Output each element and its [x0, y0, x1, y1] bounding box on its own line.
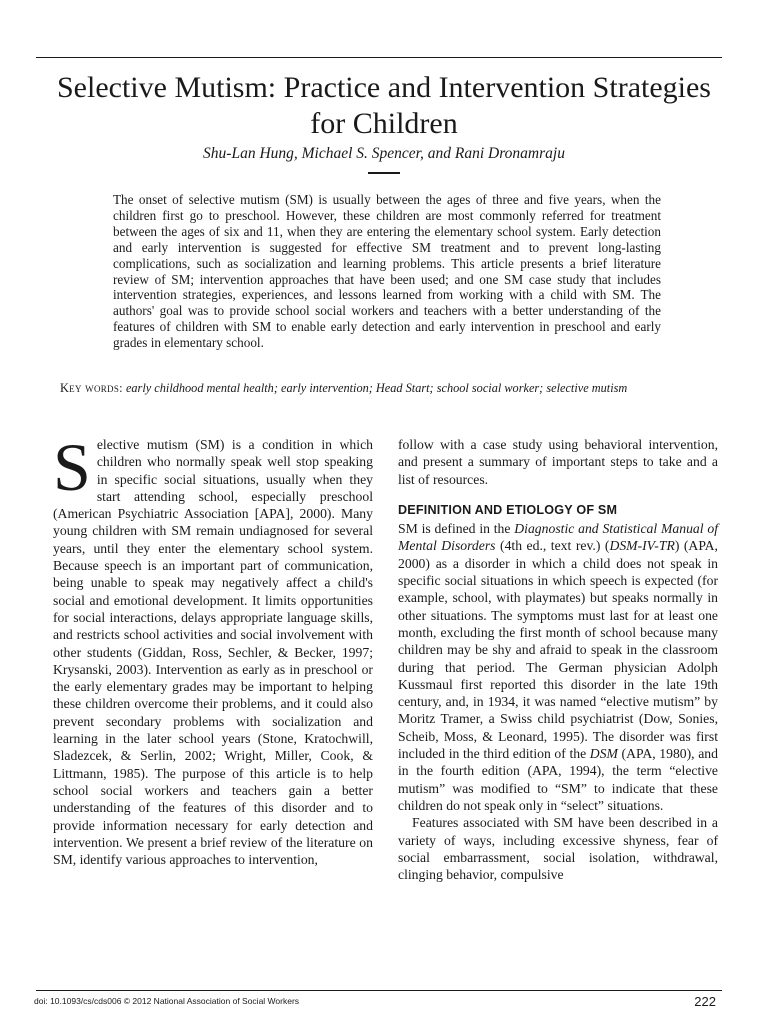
definition-paragraph — [398, 520, 718, 814]
definition-text-2: (4th ed., text rev.) ( — [495, 538, 610, 554]
definition-text-1: SM is defined in the — [398, 521, 515, 537]
left-column — [53, 429, 373, 868]
article-authors: Shu-Lan Hung, Michael S. Spencer, and Rani Dronamraju — [203, 145, 565, 162]
manual-title: Diagnostic and Statistical Manual of Mental Disorders — [398, 521, 718, 554]
intro-continued: follow with a case study using behavioral intervention, and present a summary of important steps to take and a list of resources. — [398, 437, 718, 487]
article-title: Selective Mutism: Practice and Intervention Strategies for Children — [57, 71, 711, 140]
title-divider — [368, 172, 400, 174]
definition-text-4: (APA, 1980), and in the fourth edition (APA, 1994), the term “elective mutism” was modified to “SM” to indicate that these children do not speak only in “select” situations. — [398, 746, 718, 813]
dsm-term: DSM — [589, 746, 618, 762]
definition-text-3: ) (APA, 2000) as a disorder in which a child does not speak in specific social situations in which speech is expected (for example, school, with playmates) but speaks normally in other situations. The symptoms must last for at least one month, excluding the first month of school because many children may be shy and afraid to speak in the classroom during that period. The German physician Adolph Kussmaul first reported this disorder in the late 19th century, and, in 1934, it was named “elective mutism” by Moritz Tramer, a Swiss child psychiatrist (Dow, Sonies, Scheib, Moss, & Leonard, 1995). The disorder was first included in the third edition of the — [398, 538, 718, 762]
intro-text: elective mutism (SM) is a condition in which children who normally speak well stop speaking in specific social situations, usually when they start attending school, especially preschool (American Psychiatric Association [APA], 2000). Many young children with SM remain undiagnosed for several years, until they enter the elementary school system. Because speech is an important part of communication, being unable to speak may negatively affect a child's social and emotional development. It limits opportunities for social interactions, delays appropriate language skills, and restricts school activities and social involvement with other students (Giddan, Ross, Sechler, & Becker, 1997; Krysanski, 2003). Intervention as early as in preschool or the early elementary grades may be important to helping these children overcome their problems, and it could also prevent secondary problems with socialization and learning in the later school years (Stone, Kratochwill, Sladezcek, & Serlin, 2002; Wright, Miller, Cook, & Littmann, 1985). The purpose of this article is to help school social workers and teachers gain a better understanding of the features of this disorder and to provide information necessary for early detection and intervention. We present a brief review of the literature on SM, identify various approaches to intervention, — [53, 437, 373, 868]
abstract: The onset of selective mutism (SM) is usually between the ages of three and five years, when the children first go to preschool. However, these children are most commonly referred for treatment between the ages of six and 11, when they are entering the elementary school system. Early detection and early intervention is suggested for effective SM treatment and to prevent long-lasting complications, such as socialization and learning problems. This article presents a brief literature review of SM; intervention approaches that have been used; and one SM case study that includes intervention strategies, experiences, and lessons learned from working with a child with SM. The authors' goal was to provide school social workers and teachers with a better understanding of the features of children with SM to enable early detection and early intervention in preschool and early grades in elementary school. — [113, 192, 661, 351]
bottom-rule — [36, 990, 722, 991]
drop-cap: S — [53, 429, 91, 505]
keywords-terms: early childhood mental health; early intervention; Head Start; school social worker; selective mutism — [125, 381, 628, 395]
section-heading: DEFINITION AND ETIOLOGY OF SM — [398, 502, 618, 517]
top-rule — [36, 57, 722, 58]
keywords-label: Key words: — [60, 381, 123, 395]
features-paragraph: Features associated with SM have been described in a variety of ways, including excessive shyness, fear of social embarrassment, social isolation, withdrawal, clinging behavior, compulsive — [398, 815, 718, 883]
keywords-line — [60, 380, 760, 396]
dsm-abbrev: DSM-IV-TR — [609, 538, 675, 554]
right-column — [398, 436, 718, 883]
page-number: 222 — [694, 994, 716, 1009]
intro-paragraph — [53, 429, 373, 868]
doi-footer: doi: 10.1093/cs/cds006 © 2012 National Association of Social Workers — [34, 996, 300, 1006]
